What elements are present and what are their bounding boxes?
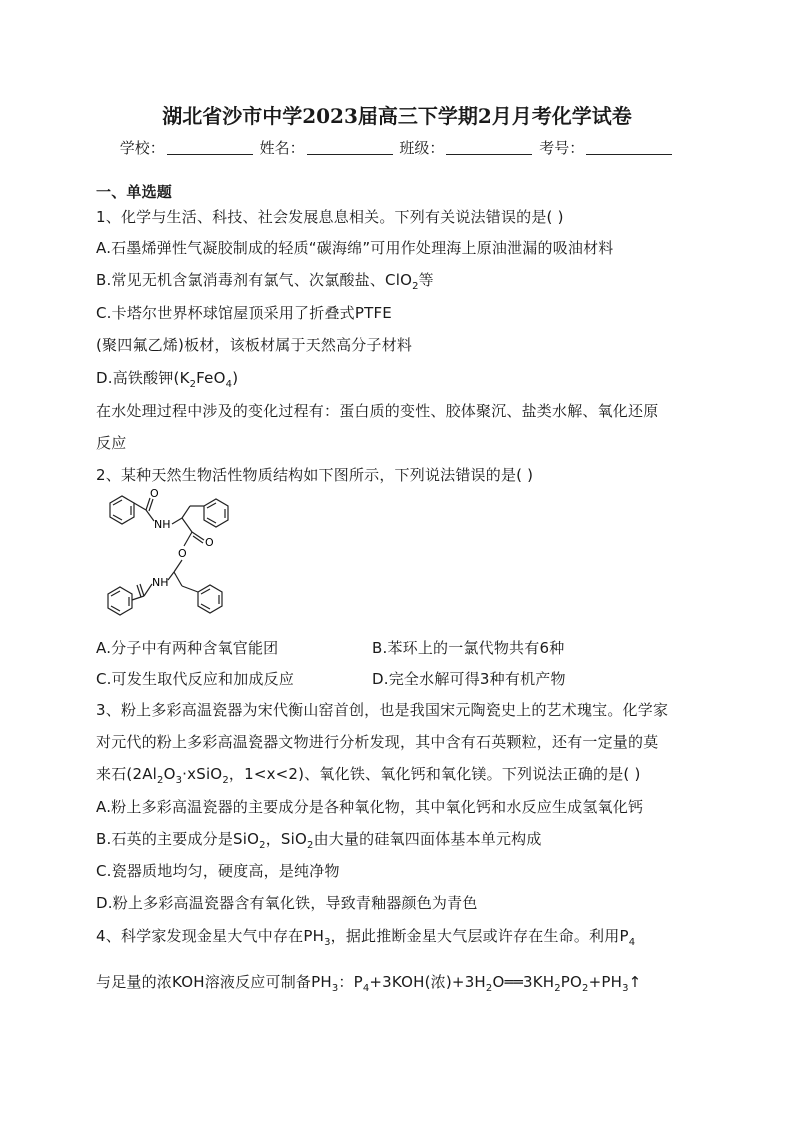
q1-stem: 1、化学与生活、科技、社会发展息息相关。下列有关说法错误的是( ) [96,208,564,226]
name-label: 姓名： [259,139,305,157]
school-label: 学校： [119,139,165,157]
q1-option-d-line3: 反应 [96,434,127,452]
q3-option-d: D.粉上多彩高温瓷器含有氧化铁，导致青釉器颜色为青色 [96,894,478,912]
q4-stem-line1: 4、科学家发现金星大气中存在$PH_3$，据此推断金星大气层或许存在生命。利用$P_4$ [96,927,636,948]
exam-number-blank[interactable] [586,140,672,155]
q3-option-a: A.粉上多彩高温瓷器的主要成分是各种氧化物，其中氧化钙和水反应生成氢氧化钙 [96,798,644,816]
q2-option-d: D.完全水解可得3种有机产物 [372,670,566,688]
ester-o-single: O [178,547,187,560]
exam-number-label: 考号： [539,139,585,157]
q3-option-c: C.瓷器质地均匀，硬度高，是纯净物 [96,862,340,880]
q1-option-d-line2: 在水处理过程中涉及的变化过程有：蛋白质的变性、胶体聚沉、盐类水解、氧化还原 [96,402,659,420]
q3-stem-line2: 对元代的粉上多彩高温瓷器文物进行分析发现，其中含有石英颗粒，还有一定量的莫 [96,733,659,751]
q3-option-b: B.石英的主要成分是SiO$_2$，SiO$_2$由大量的硅氧四面体基本单元构成 [96,830,542,851]
q1-option-c-line1: C.卡塔尔世界杯球馆屋顶采用了折叠式PTFE [96,304,392,322]
section-heading: 一、单选题 [96,183,173,201]
exam-title: 湖北省沙市中学2023届高三下学期2月月考化学试卷 [162,104,632,128]
q2-stem: 2、某种天然生物活性物质结构如下图所示，下列说法错误的是( ) [96,466,534,484]
q1-option-c-line2: (聚四氟乙烯)板材，该板材属于天然高分子材料 [96,336,413,354]
q3-stem-line1: 3、粉上多彩高温瓷器为宋代衡山窑首创，也是我国宋元陶瓷史上的艺术瑰宝。化学家 [96,701,669,719]
q2-option-a: A.分子中有两种含氧官能团 [96,639,279,657]
nh-label-top: NH [154,518,171,531]
name-blank[interactable] [307,140,393,155]
q2-option-c: C.可发生取代反应和加成反应 [96,670,295,688]
molecule-structure-diagram [92,488,252,618]
q1-option-a: A.石墨烯弹性气凝胶制成的轻质“碳海绵”可用作处理海上原油泄漏的吸油材料 [96,239,614,257]
school-blank[interactable] [167,140,253,155]
carbonyl-o-top: O [150,488,159,500]
ester-o-double: O [205,536,214,549]
q3-stem-line3: 来石($2Al_2O_3\cdot xSiO_2$，1<x<2)、氧化铁、氧化钙和氧化镁。下列说法正确的是( ) [96,765,641,786]
class-label: 班级： [399,139,445,157]
q1-option-d: D.高铁酸钾$(K_2FeO_4)$ [96,369,239,390]
q1-option-b: B.常见无机含氯消毒剂有氯气、次氯酸盐、ClO$_2$等 [96,271,434,292]
student-info-row [0,137,794,158]
q4-stem-line2: 与足量的浓KOH溶液反应可制备$PH_3$：$P_4+3KOH$(浓)$+3H_2O══3KH_2PO_2+PH_3↑$ [96,973,642,994]
class-blank[interactable] [446,140,532,155]
q2-option-b: B.苯环上的一氯代物共有6种 [372,639,565,657]
nh-label-bottom: NH [152,576,169,589]
